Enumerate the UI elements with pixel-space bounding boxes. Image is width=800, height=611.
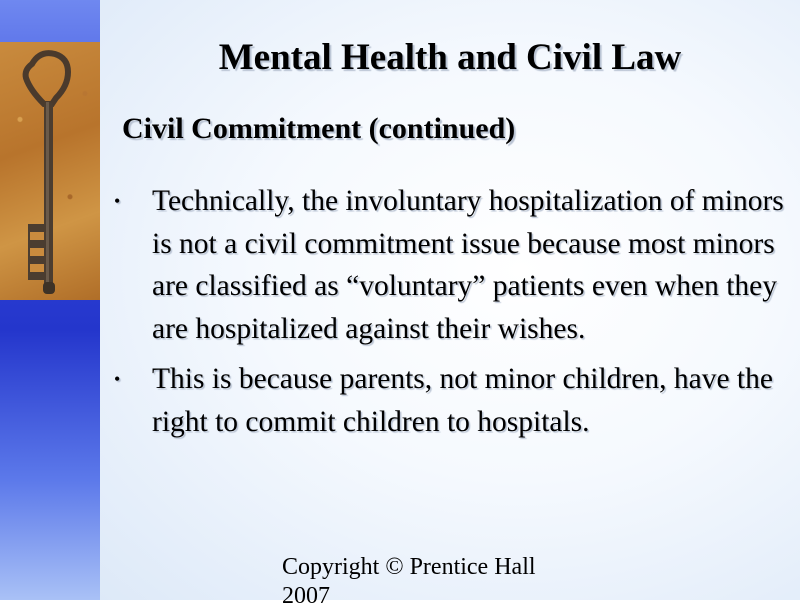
copyright-footer: Copyright © Prentice Hall 2007 <box>282 554 536 609</box>
bullet-item <box>112 180 784 350</box>
slide-title: Mental Health and Civil Law <box>218 37 682 78</box>
bullet-text: This is because parents, not minor children, have the right to commit children to hospitals. <box>152 363 773 438</box>
key-photo <box>0 42 100 300</box>
bullet-item <box>112 358 784 443</box>
bullet-dot-icon: • <box>114 191 121 211</box>
bullet-text: Technically, the involuntary hospitalization of minors is not a civil commitment issue because most minors are classified as “voluntary” patients even when they are hospitalized against their wishes. <box>152 185 784 345</box>
bullet-list <box>112 180 784 451</box>
slide-subtitle: Civil Commitment (continued) <box>122 112 516 145</box>
antique-key-icon <box>0 42 100 300</box>
bullet-dot-icon: • <box>114 369 121 389</box>
